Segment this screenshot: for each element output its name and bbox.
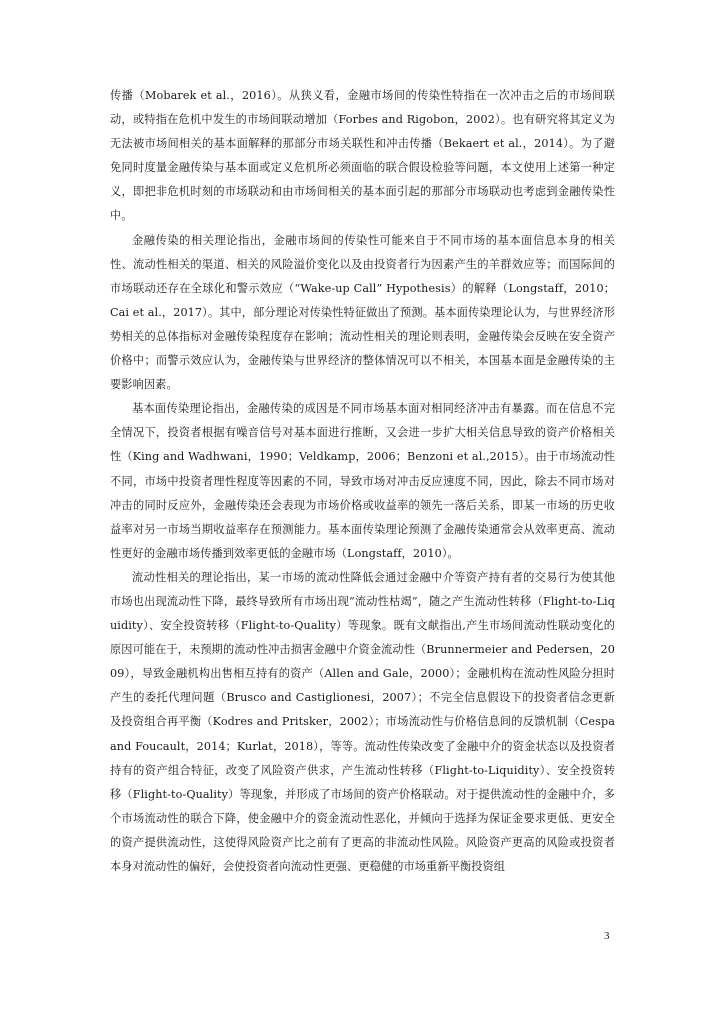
page-number: 3 [604,930,610,942]
paragraph-3: 基本面传染理论指出，金融传染的成因是不同市场基本面对相同经济冲击有暴露。而在信息不完全情况下，投资者根据有噪音信号对基本面进行推断，又会进一步扩大相关信息导致的资产价格相关性（King and Wadhwani，1990；Veldkamp，2006；Benzoni et al.,2015）。由于市场流动性不同，市场中投资者理性程度等因素的不同，导致市场对冲击反应速度不同，因此，除去不同市场对冲击的同时反应外，金融传染还会表现为市场价格或收益率的领先一落后关系，即某一市场的历史收益率对另一市场当期收益率存在预测能力。基本面传染理论预测了金融传染通常会从效率更高、流动性更好的金融市场传播到效率更低的金融市场（Longstaff，2010）。 [110,402,615,560]
paragraph-4: 流动性相关的理论指出，某一市场的流动性降低会通过金融中介等资产持有者的交易行为使其他市场也出现流动性下降，最终导致所有市场出现“流动性枯竭”，随之产生流动性转移（Flight-to-Liquidity）、安全投资转移（Flight-to-Quality）等现象。既有文献指出,产生市场间流动性联动变化的原因可能在于，未预期的流动性冲击损害金融中介资金流动性（Brunnermeier and Pedersen，2009），导致金融机构出售相互持有的资产（Allen and Gale，2000）；金融机构在流动性风险分担时产生的委托代理问题（Brusco and Castiglionesi，2007）；不完全信息假设下的投资者信念更新及投资组合再平衡（Kodres and Pritsker，2002）；市场流动性与价格信息间的反馈机制（Cespa and Foucault，2014；Kurlat，2018），等等。流动性传染改变了金融中介的资金状态以及投资者持有的资产组合特征，改变了风险资产供求，产生流动性转移（Flight-to-Liquidity）、安全投资转移（Flight-to-Quality）等现象，并形成了市场间的资产价格联动。对于提供流动性的金融中介，多个市场流动性的联合下降，使金融中介的资金流动性恶化，并倾向于选择为保证金要求更低、更安全的资产提供流动性，这使得风险资产比之前有了更高的非流动性风险。风险资产更高的风险或投资者本身对流动性的偏好，会使投资者向流动性更强、更稳健的市场重新平衡投资组 [110,570,615,873]
paragraph-1: 传播（Mobarek et al.，2016）。从狭义看，金融市场间的传染性特指在一次冲击之后的市场间联动，或特指在危机中发生的市场间联动增加（Forbes and Rigobon，2002）。也有研究将其定义为无法被市场间相关的基本面解释的那部分市场关联性和冲击传播（Bekaert et al.，2014）。为了避免同时度量金融传染与基本面或定义危机所必须面临的联合假设检验等问题，本文使用上述第一种定义，即把非危机时刻的市场联动和由市场间相关的基本面引起的那部分市场联动也考虑到金融传染性中。 [110,89,615,223]
paragraph-2: 金融传染的相关理论指出，金融市场间的传染性可能来自于不同市场的基本面信息本身的相关性、流动性相关的渠道、相关的风险溢价变化以及由投资者行为因素产生的羊群效应等；而国际间的市场联动还存在全球化和警示效应（“Wake-up Call” Hypothesis）的解释（Longstaff，2010；Cai et al.，2017）。其中，部分理论对传染性特征做出了预测。基本面传染理论认为，与世界经济形势相关的总体指标对金融传染程度存在影响；流动性相关的理论则表明，金融传染会反映在安全资产价格中；而警示效应认为，金融传染与世界经济的整体情况可以不相关，本国基本面是金融传染的主要影响因素。 [110,233,615,392]
body-text [110,84,615,879]
